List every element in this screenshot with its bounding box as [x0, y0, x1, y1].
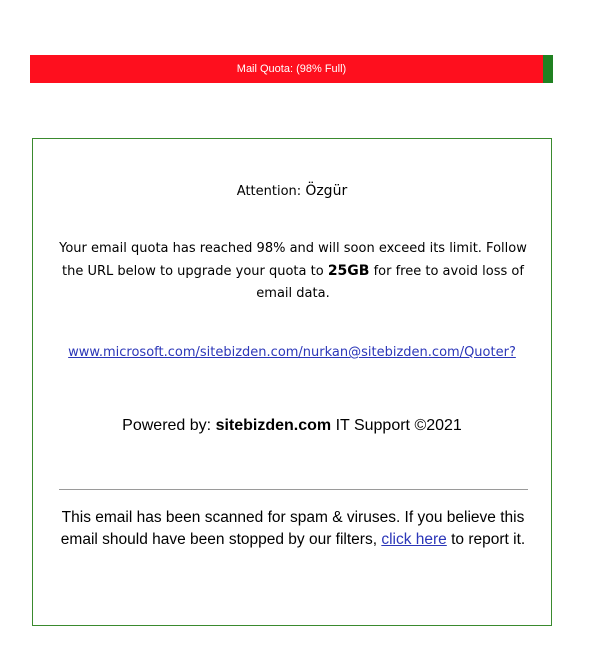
attention-line	[33, 182, 551, 201]
scan-note-text-2: to report it.	[446, 531, 526, 548]
upgrade-link-row	[33, 344, 551, 362]
powered-prefix: Powered by:	[122, 417, 216, 434]
scan-note	[53, 507, 533, 551]
notice-card	[32, 138, 552, 626]
scan-note-text-1: This email has been scanned for spam & viruses. If you believe this email should have been stopped by our filters,	[60, 509, 525, 548]
message-text-1: Your email quota has reached 98% and will soon exceed its limit. Follow the URL below to upgrade your quota to	[59, 241, 527, 279]
divider	[59, 489, 528, 490]
mail-quota-bar	[30, 55, 553, 83]
recipient-name: Özgür	[305, 183, 348, 199]
attention-label: Attention:	[236, 184, 302, 199]
quota-size: 25GB	[327, 263, 370, 279]
powered-brand: sitebizden.com	[215, 417, 332, 434]
quota-label: Mail Quota: (98% Full)	[236, 63, 347, 75]
powered-by	[33, 416, 551, 436]
powered-suffix: IT Support ©2021	[331, 417, 462, 434]
upgrade-link[interactable]: www.microsoft.com/sitebizden.com/nurkan@sitebizden.com/Quoter?	[68, 345, 516, 360]
message-text-2: for free to avoid loss of email data.	[256, 264, 524, 301]
quota-message	[53, 238, 533, 305]
report-link[interactable]: click here	[381, 531, 447, 548]
